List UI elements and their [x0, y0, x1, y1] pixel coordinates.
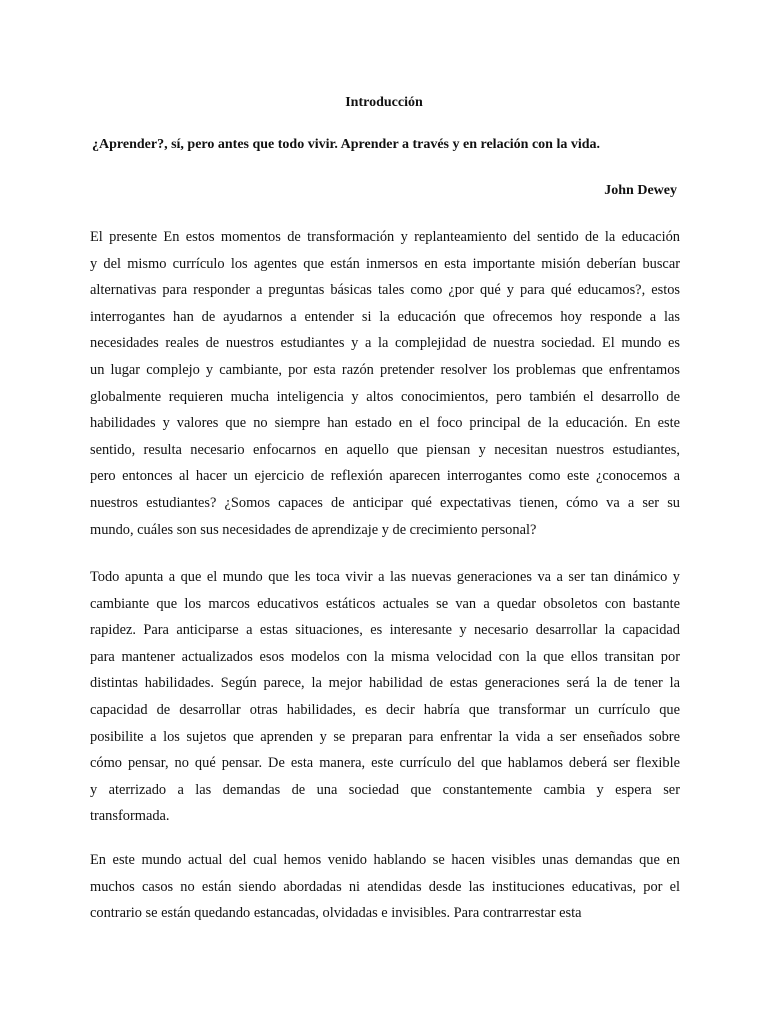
text-line: cambiante que los marcos educativos estáticos actuales se van a quedar obsoletos con bastante: [90, 595, 680, 612]
text-line: un lugar complejo y cambiante, por esta razón pretender resolver los problemas que enfrentamos: [90, 361, 680, 378]
text-line: alternativas para responder a preguntas básicas tales como ¿por qué y para qué educamos?, estos: [90, 282, 680, 299]
text-line: muchos casos no están siendo abordadas ni atendidas desde las instituciones educativas, por el: [90, 878, 680, 895]
text-line: interrogantes han de ayudarnos a entender si la educación que ofrecemos hoy responde a las: [90, 308, 680, 325]
text-line: transformada.: [90, 808, 170, 825]
text-line: habilidades y valores que no siempre han estado en el foco principal de la educación. En este: [90, 415, 680, 432]
text-line: distintas habilidades. Según parece, la mejor habilidad de estas generaciones será la de tener la: [90, 675, 680, 692]
text-line: pero entonces al hacer un ejercicio de reflexión aparecen interrogantes como este ¿conocemos a: [90, 468, 680, 485]
text-line: contrario se están quedando estancadas, olvidadas e invisibles. Para contrarrestar esta: [90, 905, 582, 922]
text-line: sentido, resulta necesario enfocarnos en aquello que piensan y necesitan nuestros estudiantes,: [90, 441, 680, 458]
paragraph-3: [90, 847, 680, 927]
text-line: necesidades reales de nuestros estudiantes y a la complejidad de nuestra sociedad. El mundo es: [90, 335, 680, 352]
text-line: capacidad de desarrollar otras habilidades, es decir habría que transformar un currículo que: [90, 701, 680, 718]
text-line: En este mundo actual del cual hemos venido hablando se hacen visibles unas demandas que en: [90, 852, 680, 868]
text-line: nuestros estudiantes? ¿Somos capaces de anticipar qué expectativas tienen, cómo va a ser su: [90, 494, 680, 511]
epigraph-author: John Dewey: [604, 183, 677, 198]
text-line: mundo, cuáles son sus necesidades de aprendizaje y de crecimiento personal?: [90, 521, 537, 538]
text-line: Todo apunta a que el mundo que les toca vivir a las nuevas generaciones va a ser tan dinámico y: [90, 569, 680, 585]
text-line: posibilite a los sujetos que aprenden y se preparan para enfrentar la vida a ser enseñados sobre: [90, 728, 680, 745]
text-line: para mantener actualizados esos modelos con la misma velocidad con la que ellos transitan por: [90, 648, 680, 665]
text-line: cómo pensar, no qué pensar. De esta manera, este currículo del que hablamos deberá ser flexible: [90, 755, 680, 772]
paragraph-2: [90, 564, 680, 830]
text-line: rapidez. Para anticiparse a estas situaciones, es interesante y necesario desarrollar la capacidad: [90, 622, 680, 639]
paragraph-1: [90, 224, 680, 543]
text-line: y aterrizado a las demandas de una sociedad que constantemente cambia y espera ser: [90, 781, 680, 798]
text-line: globalmente requieren mucha inteligencia y altos conocimientos, pero también el desarrollo de: [90, 388, 680, 405]
epigraph-quote: ¿Aprender?, sí, pero antes que todo vivir. Aprender a través y en relación con la vida.: [92, 137, 601, 152]
text-line: y del mismo currículo los agentes que están inmersos en esta importante misión deberían buscar: [90, 255, 680, 272]
document-title: Introducción: [345, 95, 423, 110]
text-line: El presente En estos momentos de transformación y replanteamiento del sentido de la educación: [90, 229, 680, 245]
